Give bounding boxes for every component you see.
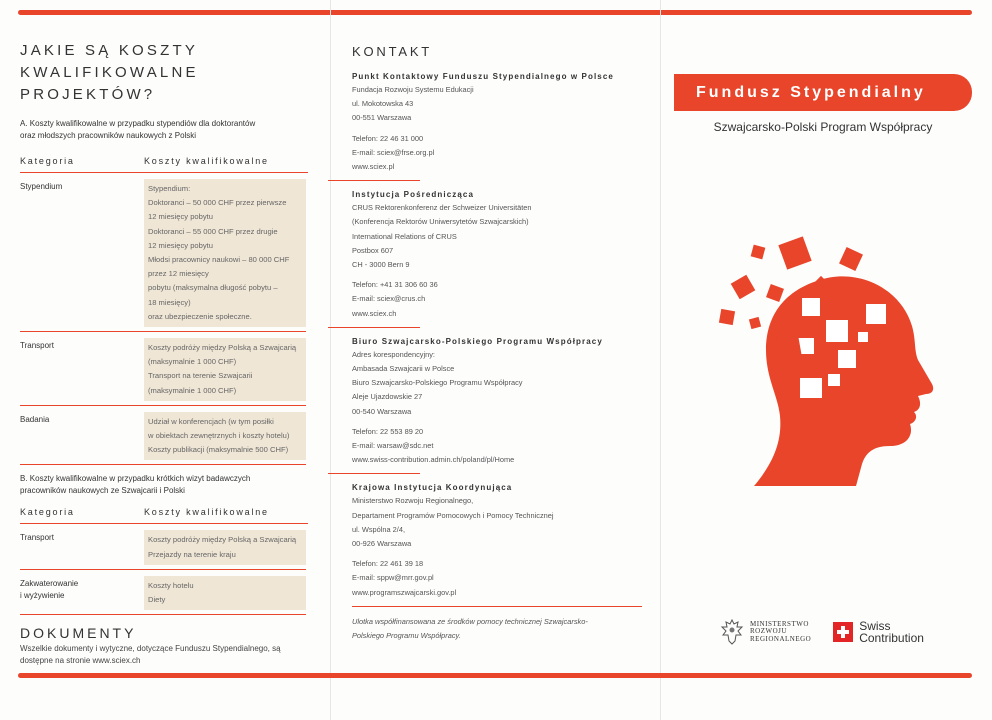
swiss-flag-icon [833,622,853,642]
white-square [826,320,848,342]
fold-line-2 [660,0,661,720]
cost-line: 12 miesięcy pobytu [148,240,214,250]
program-subtitle: Szwajcarsko-Polski Program Współpracy [713,120,933,134]
row-divider [20,614,306,615]
table-row [20,570,308,610]
documents-title: DOKUMENTY [20,625,137,642]
row-label: Badania [20,414,50,424]
section-a-line: A. Koszty kwalifikowalne w przypadku stypendiów dla doktorantów [20,119,256,128]
cost-line: Doktoranci – 50 000 CHF przez pierwsze [148,198,287,208]
org-email-link[interactable]: E-mail: warsaw@sdc.net [352,441,434,451]
bottom-red-bar [18,673,972,678]
org-name: Biuro Szwajcarsko-Polskiego Programu Współpracy [352,336,603,346]
title-banner: Fundusz Stypendialny [674,74,972,111]
flying-square [776,334,801,359]
row-divider [20,464,306,465]
white-square [858,332,868,342]
footnote-divider [352,606,642,607]
contact-divider [328,327,420,328]
footnote-line: Polskiego Programu Współpracy. [352,630,461,640]
org-phone: Telefon: +41 31 306 60 36 [352,280,438,290]
row-label: Stypendium [20,182,63,191]
white-square [802,298,820,316]
cost-line: Młodsi pracownicy naukowi – 80 000 CHF [148,255,290,265]
org-name: Punkt Kontaktowy Funduszu Stypendialnego w Polsce [352,72,614,81]
cost-line: Przejazdy na terenie kraju [148,549,236,559]
white-square [838,350,856,368]
cost-box [144,530,306,564]
flying-square [719,309,735,325]
fold-line-1 [330,0,331,720]
cofinancing-footnote [352,615,642,643]
org-address-line: CRUS Rektorenkonferenz der Schweizer Universitäten [352,203,532,213]
header-costs: Koszty kwalifikowalne [144,156,269,166]
org-address-line: (Konferencja Rektorów Uniwersytetów Szwajcarskich) [352,217,529,227]
ministry-line: MINISTERSTWO [750,619,809,628]
table-b-header [20,507,308,517]
documents-text [20,643,308,667]
org-address-line: Adres korespondencyjny: [352,349,435,359]
cost-box [144,412,306,461]
org-address-line: ul. Wspólna 2/4, [352,524,405,534]
flying-square [766,284,784,302]
cost-line: pobytu (maksymalna długość pobytu – [148,283,278,293]
swiss-contribution-logo [833,620,924,644]
white-square [800,378,822,398]
org-email-link[interactable]: E-mail: sciex@crus.ch [352,294,426,304]
org-phone: Telefon: 22 46 31 000 [352,133,424,143]
cost-box [144,179,306,327]
section-b-intro [20,473,308,497]
org-phone: Telefon: 22 553 89 20 [352,426,424,436]
org-address-line: 00-926 Warszawa [352,539,412,549]
ministry-line: REGIONALNEGO [750,634,812,643]
org-name: Krajowa Instytucja Koordynująca [352,483,513,493]
table-a-header [20,156,308,166]
swiss-line: Swiss [859,619,891,633]
cost-line: Doktoranci – 55 000 CHF przez drugie [148,226,278,236]
cost-line: (maksymalnie 1 000 CHF) [148,357,237,367]
cost-line: (maksymalnie 1 000 CHF) [148,385,237,395]
header-category: Kategoria [20,507,75,518]
top-red-bar [18,10,972,15]
section-b-line: B. Koszty kwalifikowalne w przypadku krótkich wizyt badawczych [20,474,251,484]
table-row [20,524,308,564]
org-name: Instytucja Pośrednicząca [352,190,474,200]
ministry-line: ROZWOJU [750,627,787,636]
contact-org-4 [352,482,642,599]
org-email-link[interactable]: E-mail: sppw@mrr.gov.pl [352,573,434,583]
cost-line: 12 miesięcy pobytu [148,212,214,222]
documents-line: Wszelkie dokumenty i wytyczne, dotyczące Funduszu Stypendialnego, są [20,644,281,654]
cost-line: Udział w konferencjach (w tym posiłki [148,416,274,426]
contact-divider [328,180,420,181]
org-address-line: Postbox 607 [352,245,394,255]
header-category: Kategoria [20,156,75,166]
org-address-line: International Relations of CRUS [352,231,457,241]
head-silhouette [754,276,933,486]
cost-line: Transport na terenie Szwajcarii [148,371,253,381]
org-address-line: CH - 3000 Bern 9 [352,260,410,270]
cost-box [144,576,306,610]
flying-square [749,317,761,329]
org-address-line: Ministerstwo Rozwoju Regionalnego, [352,496,474,506]
flying-square [778,236,811,269]
org-website-link[interactable]: www.programszwajcarski.gov.pl [352,587,457,597]
org-address-line: ul. Mokotowska 43 [352,99,414,109]
org-address-line: Aleje Ujazdowskie 27 [352,392,423,402]
cost-line: Koszty publikacji (maksymalnie 500 CHF) [148,445,289,455]
row-label-line: i wyżywienie [20,590,65,600]
org-address-line: Biuro Szwajcarsko-Polskiego Programu Współpracy [352,378,523,388]
white-square [828,374,840,386]
polish-eagle-icon [720,618,744,646]
contact-org-1 [352,71,642,174]
section-a-line: oraz młodszych pracowników naukowych z Polski [20,131,197,140]
costs-title-line2: KWALIFIKOWALNE PROJEKTÓW? [20,64,199,103]
cost-box [144,338,306,401]
row-label [20,570,144,610]
row-label: Transport [20,341,54,351]
table-row [20,173,308,327]
cost-line: Stypendium: [148,184,191,193]
sponsor-logos [720,618,924,646]
org-website-link[interactable]: www.sciex.pl [352,162,395,172]
table-row [20,332,308,401]
footnote-line: Ulotka współfinansowana ze środków pomocy technicznej Szwajcarsko- [352,616,588,626]
org-phone: Telefon: 22 461 39 18 [352,559,424,569]
section-a-intro [20,118,310,142]
cost-line: Koszty podróży między Polską a Szwajcarią [148,535,297,545]
documents-line: dostępne na stronie www.sciex.ch [20,656,141,666]
org-address-line: 00-551 Warszawa [352,113,412,123]
row-label-line: Zakwaterowanie [20,578,79,588]
contact-divider [328,473,420,474]
swiss-line: Contribution [859,631,924,645]
org-address-line: Ambasada Szwajcarii w Polsce [352,364,455,374]
contact-org-2 [352,189,642,321]
org-address-line: Fundacja Rozwoju Systemu Edukacji [352,85,474,94]
table-row [20,406,308,461]
row-label: Transport [20,533,54,543]
flying-square [839,247,863,271]
contact-column [352,44,642,643]
org-address-line: Departament Programów Pomocowych i Pomocy Technicznej [352,510,554,520]
cost-line: Diety [148,595,166,605]
org-address-line: 00-540 Warszawa [352,406,412,416]
org-website-link[interactable]: www.sciex.ch [352,308,397,318]
section-b-line: pracowników naukowych ze Szwajcarii i Polski [20,486,185,496]
ministry-logo-text [750,621,811,644]
cost-line: oraz ubezpieczenie społeczne. [148,311,252,321]
costs-title-line1: JAKIE SĄ KOSZTY [20,42,199,59]
swiss-logo-text [859,620,924,644]
flying-square [751,245,766,260]
costs-column [20,40,308,667]
white-square [866,304,886,324]
header-costs: Koszty kwalifikowalne [144,507,269,518]
contact-title: KONTAKT [352,44,433,59]
cost-line: w obiektach zewnętrznych i koszty hotelu) [148,431,290,441]
org-website-link[interactable]: www.swiss-contribution.admin.ch/poland/pl/Home [352,455,515,465]
contact-org-3 [352,336,642,468]
cost-line: Koszty hotelu [148,580,194,590]
head-illustration [700,228,940,498]
org-email-link[interactable]: E-mail: sciex@frse.org.pl [352,147,435,157]
cost-line: 18 miesięcy) [148,297,191,307]
cost-line: przez 12 miesięcy [148,269,209,279]
flying-square [731,275,756,300]
cost-line: Koszty podróży między Polską a Szwajcarią [148,343,297,353]
